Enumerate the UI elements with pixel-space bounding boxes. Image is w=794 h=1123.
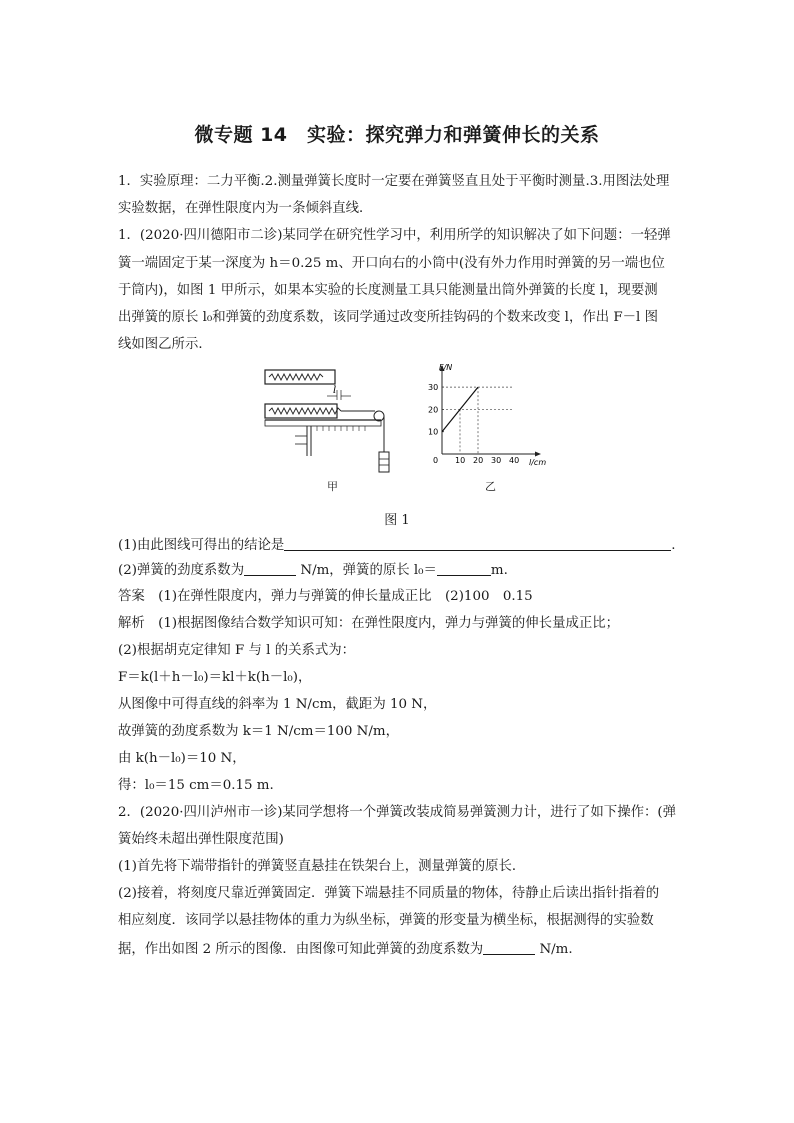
x-tick-label: 30 [491,456,502,465]
question1-line-2: 簧一端固定于某一深度为 h＝0.25 m、开口向右的小筒中(没有外力作用时弹簧的另一端也位 [118,256,665,271]
analysis-line-3: F＝k(l＋h－l₀)＝kl＋k(h－l₀)， [118,670,312,685]
analysis-line-7: 得：l₀＝15 cm＝0.15 m. [118,778,274,793]
page-title: 微专题 14 实验：探究弹力和弹簧伸长的关系 [194,124,600,146]
q1-part2-prefix: (2)弹簧的劲度系数为 [118,563,245,578]
principle-line-2: 实验数据，在弹性限度内为一条倾斜直线． [118,201,373,216]
length-label-l: l [333,385,337,396]
reference-spring [269,374,323,380]
question1-line-3: 于筒内)，如图 1 甲所示，如果本实验的长度测量工具只能测量出筒外弹簧的长度 l，现要测 [118,283,658,298]
figure-1 [255,360,547,493]
q1-part1-blank[interactable] [284,536,671,551]
q2-last-prefix: 据，作出如图 2 所示的图像．由图像可知此弹簧的劲度系数为 [118,942,484,957]
q1-part1 [118,536,683,555]
question2-line-3: (1)首先将下端带指针的弹簧竖直悬挂在铁架台上，测量弹簧的原长． [118,859,526,874]
principle-line-1: 1．实验原理：二力平衡.2.测量弹簧长度时一定要在弹簧竖直且处于平衡时测量.3.用图法处理 [118,174,670,189]
analysis-line-1: 解析 (1)根据图像结合数学知识可知：在弹性限度内，弹力与弹簧的伸长量成正比； [118,616,620,631]
question2-line-6 [118,940,683,959]
q1-part2 [118,561,683,580]
q1-part2-end: m. [490,563,508,578]
analysis-line-5: 故弹簧的劲度系数为 k＝1 N/cm＝100 N/m， [118,724,399,739]
q1-part1-end: . [671,538,676,553]
f-l-chart [420,360,550,470]
q1-part1-label: (1)由此图线可得出的结论是 [118,538,285,553]
x-tick-label: 20 [473,456,484,465]
q2-last-end: N/m. [535,942,573,957]
label-jia: 甲 [327,480,338,493]
analysis-line-6: 由 k(h－l₀)＝10 N， [118,751,246,766]
hook-weights [379,452,389,472]
question1-line-5: 线如图乙所示． [118,337,212,352]
x-tick-label: 40 [509,456,520,465]
q2-blank-k[interactable] [483,940,535,955]
main-spring [269,408,341,414]
analysis-line-4: 从图像中可得直线的斜率为 1 N/cm，截距为 10 N， [118,697,437,712]
analysis-line-2: (2)根据胡克定律知 F 与 l 的关系式为： [118,643,356,658]
q1-part2-blank-k[interactable] [244,561,296,576]
question2-line-5: 相应刻度．该同学以悬挂物体的重力为纵坐标，弹簧的形变量为横坐标，根据测得的实验数 [118,913,654,928]
figure-caption: 图 1 [384,513,410,528]
origin-label: 0 [433,456,439,465]
q1-answer: 答案 (1)在弹性限度内，弹力与弹簧的伸长量成正比 (2)100 0.15 [118,589,533,604]
question1-line-4: 出弹簧的原长 l₀和弹簧的劲度系数，该同学通过改变所挂钩码的个数来改变 l，作出 F－l 图 [118,310,658,325]
x-axis-arrow [535,452,541,457]
question2-line-1: 2．(2020·四川泸州市一诊)某同学想将一个弹簧改装成简易弹簧测力计，进行了如下操作：(弹 [118,805,676,820]
q1-part2-mid: N/m，弹簧的原长 l₀＝ [296,563,437,578]
y-tick-label: 10 [428,427,439,437]
y-tick-label: 30 [428,383,439,393]
question1-line-1: 1．(2020·四川德阳市二诊)某同学在研究性学习中，利用所学的知识解决了如下问题：一轻弹 [118,228,671,243]
x-axis-label: l/cm [529,458,547,467]
label-yi: 乙 [485,480,496,493]
q1-part2-blank-l0[interactable] [437,561,491,576]
question2-line-2: 簧始终未超出弹性限度范围) [118,832,284,847]
question2-line-4: (2)接着，将刻度尺靠近弹簧固定．弹簧下端悬挂不同质量的物体，待静止后读出指针指着的 [118,886,660,901]
y-axis-label: F/N [439,363,453,372]
x-tick-label: 10 [455,456,466,465]
y-tick-label: 20 [428,405,439,415]
